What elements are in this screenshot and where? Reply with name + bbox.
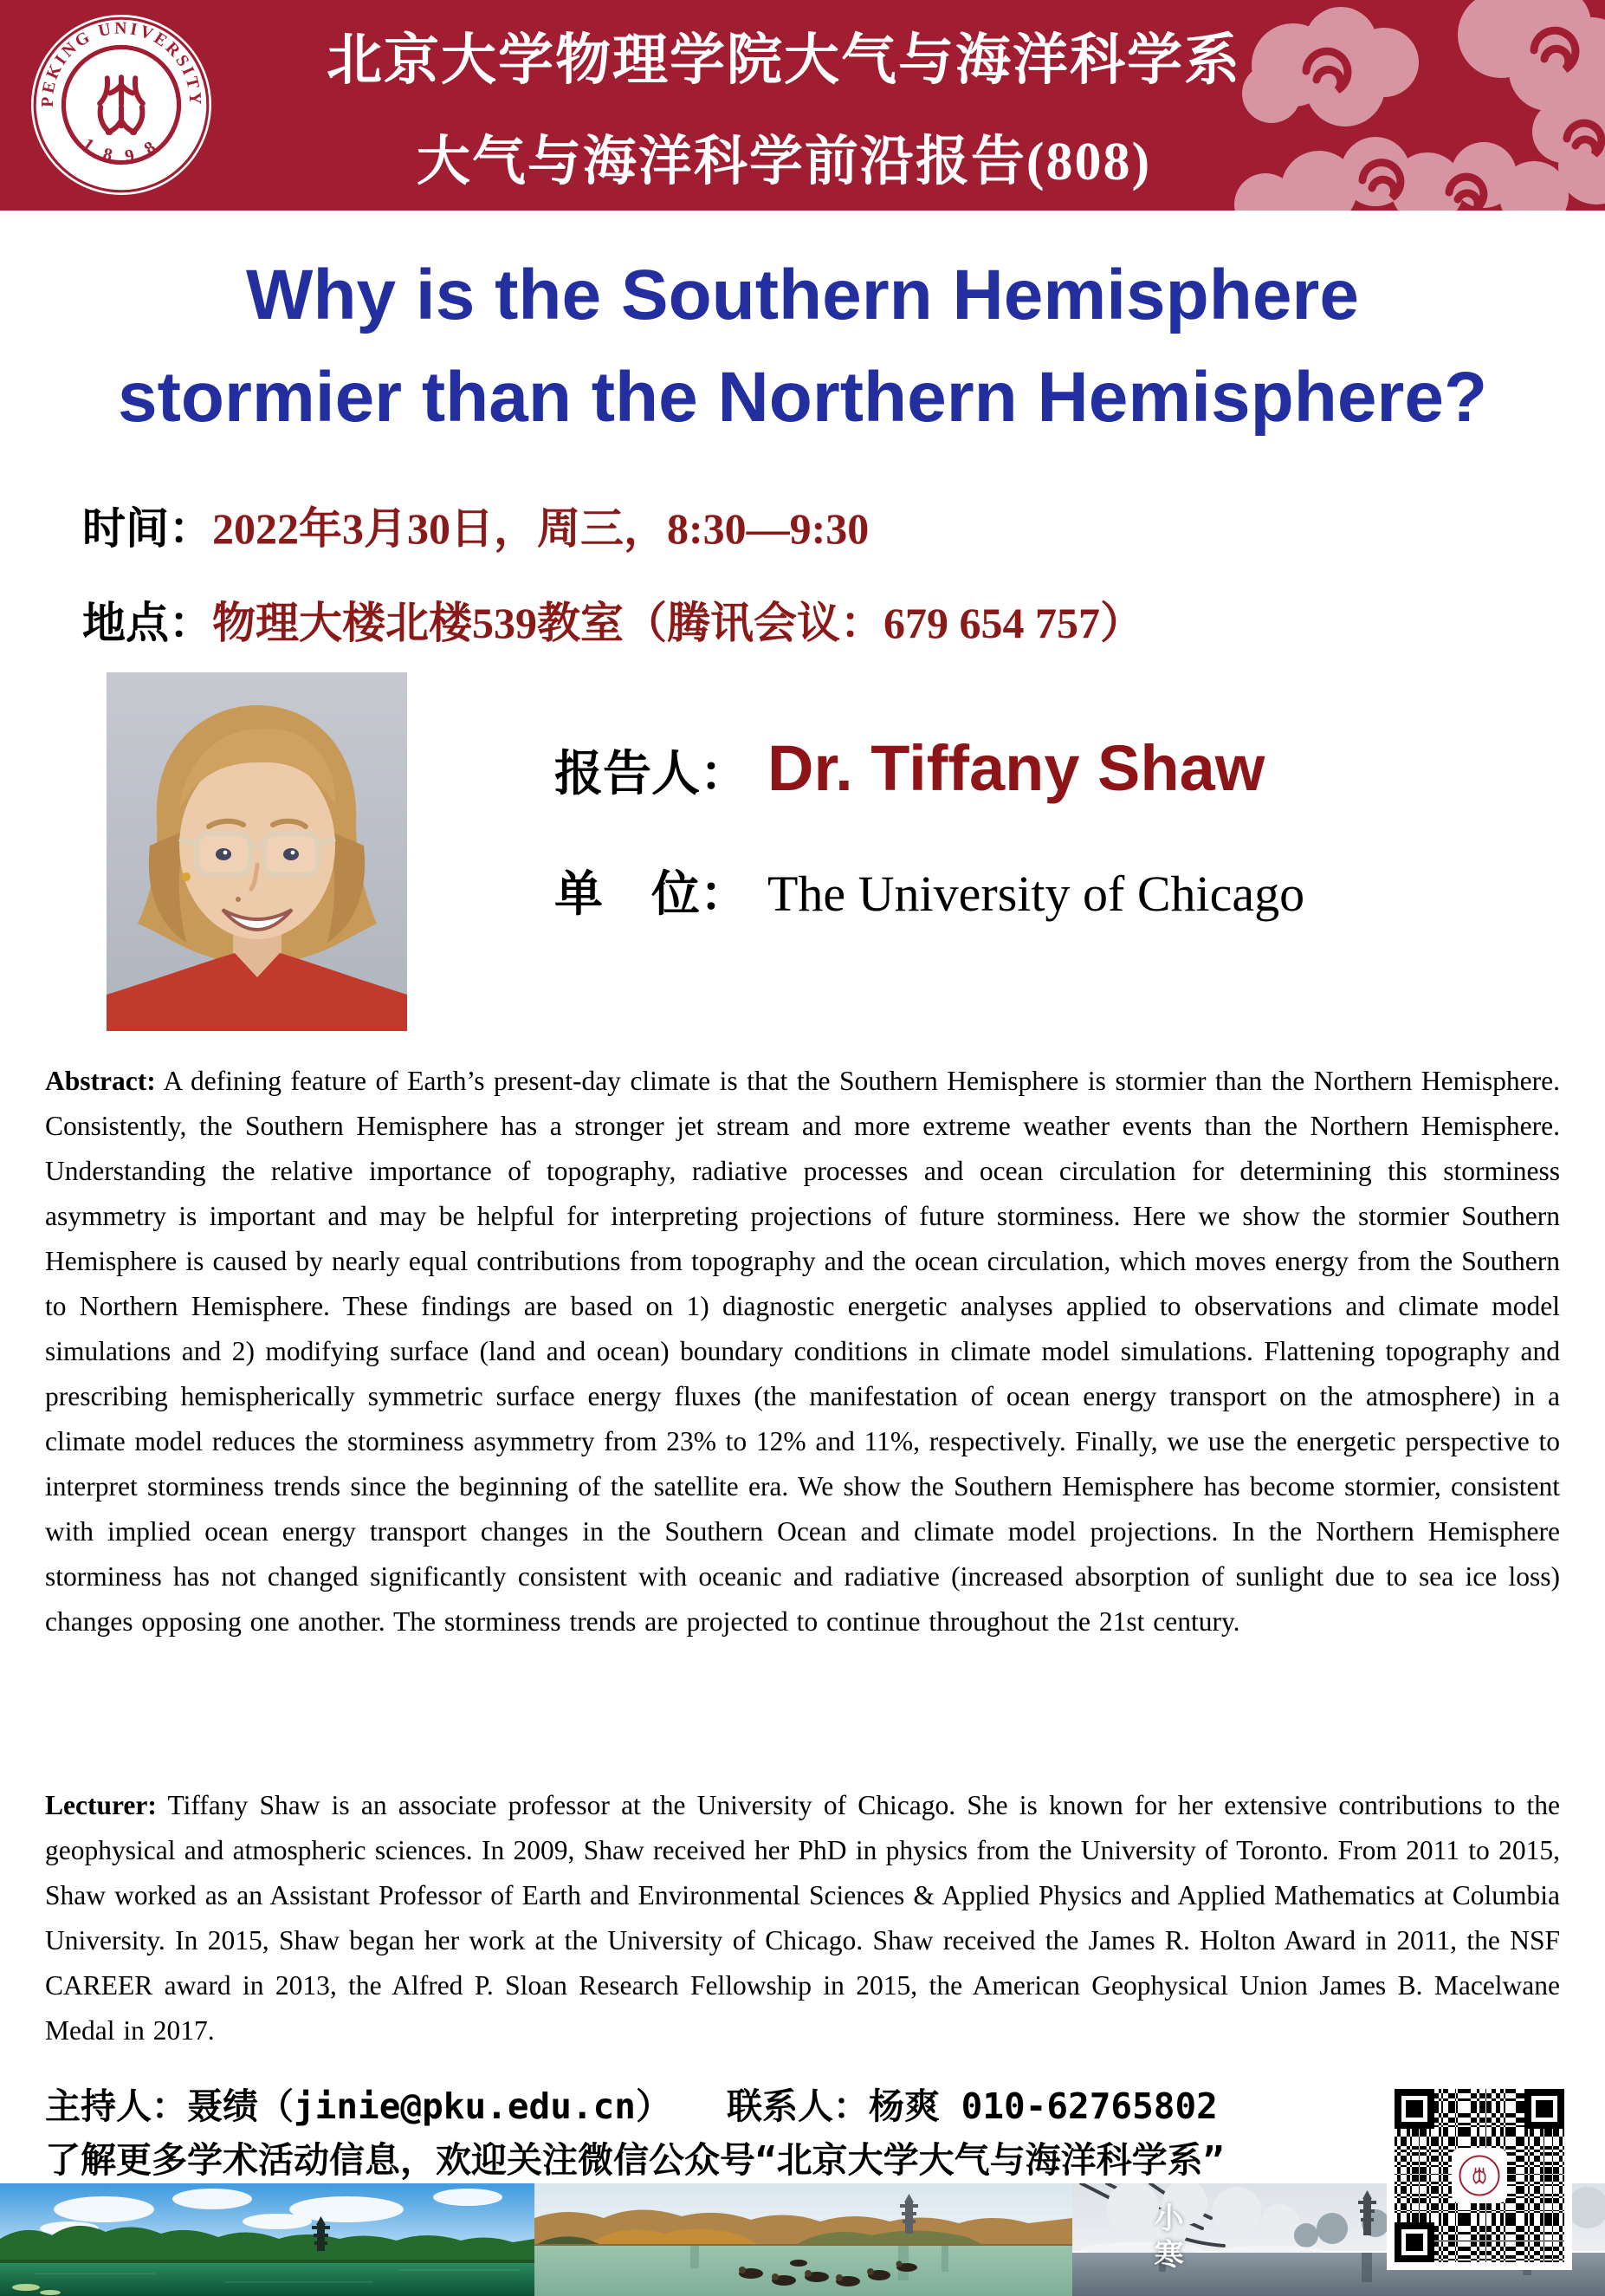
campus-photo-autumn bbox=[534, 2183, 1072, 2296]
cloud-pattern-icon bbox=[1189, 0, 1605, 211]
header-banner bbox=[0, 0, 1605, 211]
lecturer-label: Lecturer: bbox=[45, 1790, 157, 1820]
lecturer-text: Tiffany Shaw is an associate professor at the University of Chicago. She is known for her extensive contributions to the geophysical and atmospheric sciences. In 2009, Shaw received her PhD in physics from the University of Toronto. From 2011 to 2015, Shaw worked as an Assistant Professor of Earth and Environmental Sciences & Applied Physics and Applied Mathematics at Columbia University. In 2015, Shaw began her work at the University of Chicago. Shaw received the James R. Holton Award in 2011, the NSF CAREER award in 2013, the Alfred P. Sloan Research Fellowship in 2015, the American Geophysical Union James B. Macelwane Medal in 2017. bbox=[45, 1790, 1560, 2046]
seal-top-text: PEKING UNIVERSITY bbox=[37, 18, 205, 108]
header-titles bbox=[286, 0, 1282, 211]
speaker-name: Dr. Tiffany Shaw bbox=[767, 732, 1265, 804]
campus-photo-spring bbox=[0, 2183, 534, 2296]
speaker-name-row bbox=[554, 731, 1265, 805]
location-row bbox=[82, 595, 1143, 662]
affiliation-label: 单 位： bbox=[554, 866, 748, 921]
qr-finder-bottom-left bbox=[1395, 2222, 1434, 2262]
winter-solar-term-caption: 小寒 bbox=[1149, 2202, 1182, 2275]
time-label: 时间： bbox=[82, 504, 212, 553]
qr-finder-top-right bbox=[1524, 2089, 1564, 2129]
location-value: 物理大楼北楼539教室（腾讯会议：679 654 757） bbox=[212, 599, 1143, 647]
qr-center-seal-icon bbox=[1453, 2150, 1505, 2202]
affiliation-row bbox=[554, 856, 1304, 925]
footer bbox=[45, 2085, 1224, 2182]
time-row bbox=[82, 501, 1143, 568]
abstract-label: Abstract: bbox=[45, 1066, 156, 1096]
abstract-text: A defining feature of Earth’s present-day climate is that the Southern Hemisphere is stormier than the Northern Hemisphere. Consistently, the Southern Hemisphere has a stronger jet stream and more extreme weather events than the Northern Hemisphere. Understanding the relative importance of topography, radiative processes and ocean circulation for determining this storminess asymmetry is important and may be helpful for interpreting projections of future storminess. Here we show the stormier Southern Hemisphere is caused by nearly equal contributions from topography and the ocean circulation, which moves energy from the Southern to Northern Hemisphere. These findings are based on 1) diagnostic energetic analyses applied to observations and climate model simulations and 2) modifying surface (land and ocean) boundary conditions in climate model simulations. Flattening topography and prescribing hemispherically symmetric surface energy fluxes (the manifestation of ocean energy transport on the atmosphere) in a climate model reduces the storminess asymmetry from 23% to 12% and 11%, respectively. Finally, we use the energetic perspective to interpret storminess trends since the beginning of the satellite era. We show the Southern Hemisphere has become stormier, consistent with implied ocean energy transport changes in the Southern Ocean and climate model projections. In the Northern Hemisphere storminess has not changed significantly consistent with oceanic and radiative (increased absorption of sunlight due to sea ice loss) changes opposing one another. The storminess trends are projected to continue throughout the 21st century. bbox=[45, 1066, 1561, 1637]
lecturer-paragraph bbox=[45, 1783, 1560, 2053]
event-info bbox=[82, 501, 1143, 662]
speaker-section bbox=[0, 667, 1605, 1057]
campus-photo-strip bbox=[0, 2183, 1605, 2296]
seminar-series-name: 大气与海洋科学前沿报告(808) bbox=[416, 133, 1152, 191]
host-contact-row bbox=[45, 2085, 1224, 2128]
seal-year-text: 1 8 9 8 bbox=[78, 133, 165, 167]
contact-value: 杨爽 010-62765802 bbox=[868, 2085, 1218, 2127]
affiliation-value: The University of Chicago bbox=[767, 866, 1305, 922]
location-label: 地点： bbox=[82, 599, 212, 647]
contact-label: 联系人： bbox=[726, 2085, 869, 2127]
department-name: 北京大学物理学院大气与海洋科学系 bbox=[327, 29, 1241, 91]
wechat-row: 了解更多学术活动信息，欢迎关注微信公众号“北京大学大气与海洋科学系” bbox=[45, 2139, 1225, 2181]
host-label: 主持人： bbox=[45, 2085, 187, 2127]
qr-pattern bbox=[1395, 2089, 1564, 2262]
speaker-photo bbox=[107, 672, 407, 1031]
host-value: 聂绩（jinie@pku.edu.cn） bbox=[187, 2085, 671, 2127]
speaker-label: 报告人： bbox=[554, 746, 748, 801]
talk-title-line2: stormier than the Northern Hemisphere? bbox=[117, 358, 1488, 437]
peking-university-seal-icon bbox=[31, 15, 211, 195]
talk-title bbox=[0, 244, 1605, 449]
qr-finder-top-left bbox=[1395, 2089, 1434, 2129]
wechat-qr-code bbox=[1387, 2081, 1572, 2270]
time-value: 2022年3月30日，周三，8:30—9:30 bbox=[212, 504, 870, 553]
abstract-paragraph bbox=[45, 1059, 1560, 1644]
talk-title-line1: Why is the Southern Hemisphere bbox=[246, 256, 1359, 334]
